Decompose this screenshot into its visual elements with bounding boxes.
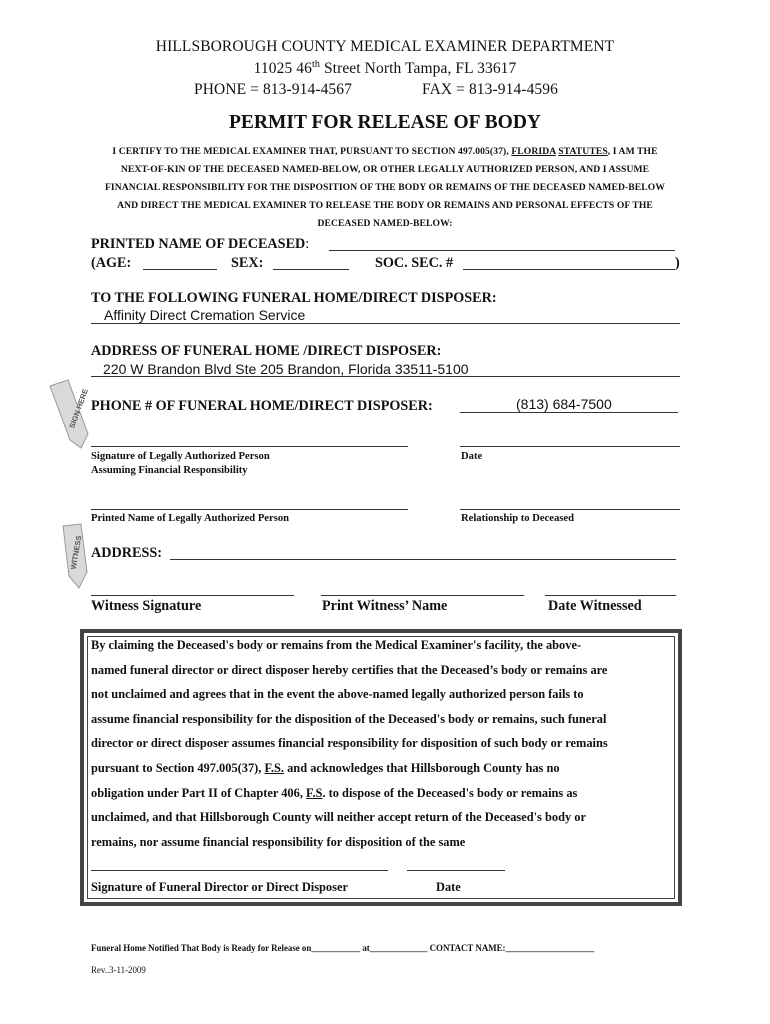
authorized-date-label: Date [461,451,483,462]
cert-line-3: FINANCIAL RESPONSIBILITY FOR THE DISPOSITION OF THE BODY OR REMAINS OF THE DECEASED NAMED-BELOW [104,182,666,193]
sign-here-tag [44,378,94,450]
witness-text: WITNESS [68,534,84,571]
funeral-home-name-line [91,323,680,324]
cert-line-1b: , I AM THE [607,146,658,157]
funeral-home-label: TO THE FOLLOWING FUNERAL HOME/DIRECT DISPOSER: [91,290,497,306]
cert-line-2: NEXT-OF-KIN OF THE DECEASED NAMED-BELOW, OR OTHER LEGALLY AUTHORIZED PERSON, AND I ASSUME [120,164,650,175]
claim-text [91,633,677,854]
cert-line-1 [85,146,685,157]
funeral-director-signature-label: Signature of Funeral Director or Direct Disposer [91,880,348,894]
claim-fs-1: F.S. [264,760,285,775]
sex-field[interactable] [273,269,349,270]
witness-date-field[interactable] [545,595,676,596]
department-fax: FAX = 813-914-4596 [422,81,558,98]
cert-florida: FLORIDA [511,146,556,157]
age-label: (AGE: [91,255,132,271]
street-rest: Street North Tampa, FL 33617 [319,60,517,78]
street-number: 11025 46 [253,60,312,78]
cert-line-4: AND DIRECT THE MEDICAL EXAMINER TO RELEASE THE BODY OR REMAINS AND PERSONAL EFFECTS OF THE [117,200,653,211]
deceased-name-field[interactable] [329,250,675,251]
sign-here-text: SIGN HERE [67,387,90,430]
funeral-address-line [91,376,680,377]
relationship-label: Relationship to Deceased [461,513,574,524]
department-name: HILLSBOROUGH COUNTY MEDICAL EXAMINER DEPARTMENT [155,38,615,55]
claim-line-6a: pursuant to Section 497.005(37), [91,760,265,775]
relationship-field[interactable] [460,509,680,510]
claim-fs-2: F.S [306,785,323,800]
claim-line-6b: and acknowledges that Hillsborough County has no [284,760,560,775]
funeral-address-label: ADDRESS OF FUNERAL HOME /DIRECT DISPOSER: [91,343,442,359]
ssn-close-paren: ) [675,255,680,271]
cert-line-5: DECEASED NAMED-BELOW: [317,218,453,229]
witness-signature-field[interactable] [91,595,294,596]
ssn-label: SOC. SEC. # [375,255,454,271]
deceased-name-label [91,236,309,253]
revision-label: Rev..3-11-2009 [91,965,146,975]
ssn-field[interactable] [463,269,675,270]
deceased-name-text: PRINTED NAME OF DECEASED [91,236,306,252]
claim-line-1: By claiming the Deceased's body or remains from the Medical Examiner's facility, the above- [91,638,582,652]
department-address [0,59,770,78]
claim-line-6 [91,756,677,781]
age-field[interactable] [143,269,217,270]
cert-line-1a: I CERTIFY TO THE MEDICAL EXAMINER THAT, PURSUANT TO SECTION 497.005(37), [112,146,512,157]
claim-line-3: not unclaimed and agrees that in the event the above-named legally authorized person fails to [91,687,584,702]
department-phone: PHONE = 813-914-4567 [194,81,352,98]
claim-line-7 [91,781,677,806]
funeral-director-signature-field[interactable] [91,870,388,871]
witness-name-label: Print Witness’ Name [322,598,448,614]
witness-tag [55,522,91,592]
address-field[interactable] [170,559,676,560]
release-notification-line: Funeral Home Notified That Body is Ready for Release on___________ at_____________ CONTACT NAME:____________________ [91,943,595,953]
witness-name-field[interactable] [321,595,524,596]
address-label: ADDRESS: [91,545,162,561]
authorized-signature-field[interactable] [91,446,408,447]
funeral-address-value[interactable]: 220 W Brandon Blvd Ste 205 Brandon, Florida 33511-5100 [103,361,469,377]
claim-line-2: named funeral director or direct disposer hereby certifies that the Deceased’s body or remains are [91,662,608,677]
claim-line-5: director or direct disposer assumes financial responsibility for disposition of such body or remains [91,736,608,751]
witness-signature-label: Witness Signature [91,598,202,614]
funeral-phone-value[interactable]: (813) 684-7500 [516,396,612,412]
printed-name-field[interactable] [91,509,408,510]
funeral-phone-label: PHONE # OF FUNERAL HOME/DIRECT DISPOSER: [91,398,433,414]
cert-statutes: STATUTES [558,146,608,157]
printed-name-label: Printed Name of Legally Authorized Person [91,513,290,524]
funeral-home-name[interactable]: Affinity Direct Cremation Service [104,307,306,323]
claim-line-9: remains, nor assume financial responsibility for disposition of the same [91,834,466,849]
authorized-signature-label-2: Assuming Financial Responsibility [91,465,248,476]
funeral-phone-line [460,412,678,413]
street-suffix: th [311,59,320,70]
page-title: PERMIT FOR RELEASE OF BODY [228,112,542,133]
authorized-signature-label: Signature of Legally Authorized Person [91,451,270,462]
claim-line-7b: . to dispose of the Deceased's body or remains as [322,785,578,800]
date-witnessed-label: Date Witnessed [548,598,642,614]
claim-line-4: assume financial responsibility for the disposition of the Deceased's body or remains, such funeral [91,711,607,726]
funeral-director-date-field[interactable] [407,870,505,871]
deceased-name-colon: : [305,236,310,252]
claim-line-7a: obligation under Part II of Chapter 406, [91,785,307,800]
authorized-date-field[interactable] [460,446,680,447]
sex-label: SEX: [231,255,264,271]
funeral-director-date-label: Date [436,880,461,894]
claim-line-8: unclaimed, and that Hillsborough County will neither accept return of the Deceased's body or [91,810,586,825]
